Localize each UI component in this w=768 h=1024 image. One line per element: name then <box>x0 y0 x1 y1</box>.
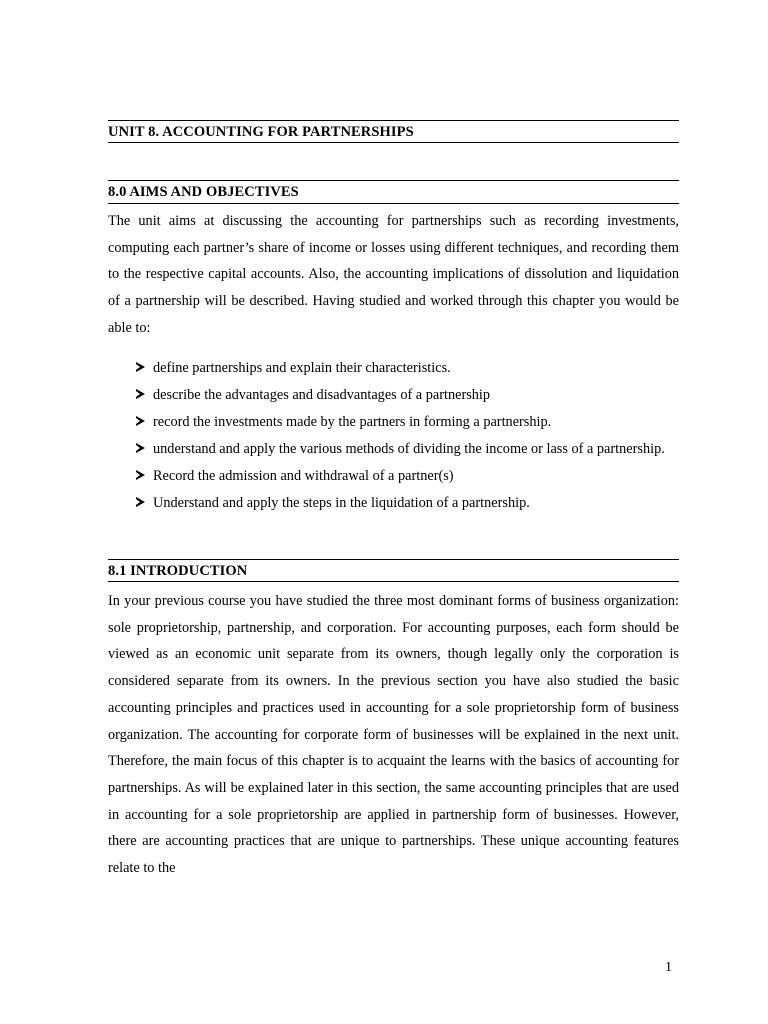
list-item <box>108 463 679 490</box>
arrow-bullet-icon <box>136 362 145 372</box>
intro-heading-top-rule <box>108 559 679 560</box>
objective-text: Understand and apply the steps in the liquidation of a partnership. <box>153 495 530 511</box>
aims-paragraph: The unit aims at discussing the accounting for partnerships such as recording investments, computing each partner’s share of income or losses using different techniques, and recording them to the respective capital accounts. Also, the accounting implications of dissolution and liquidation of a partnership will be described. Having studied and worked through this chapter you would be able to: <box>108 213 679 336</box>
unit-title: UNIT 8. ACCOUNTING FOR PARTNERSHIPS <box>108 124 414 140</box>
page-number: 1 <box>665 960 672 975</box>
objective-text: understand and apply the various methods of dividing the income or lass of a partnership. <box>153 441 665 457</box>
introduction-paragraph: In your previous course you have studied the three most dominant forms of business organization: sole proprietorship, partnership, and corporation. For accounting purposes, each form should be viewed as an economic unit separate from its owners, though legally only the corporation is considered separate from its owners. In the previous section you have also studied the basic accounting principles and practices used in accounting for a sole proprietorship form of business organization. The accounting for corporate form of businesses will be explained in the next unit. Therefore, the main focus of this chapter is to acquaint the learns with the basics of accounting for partnerships. As will be explained later in this section, the same accounting principles that are used in accounting for a sole proprietorship are applied in partnership form of businesses. However, there are accounting practices that are unique to partnerships. These unique accounting features relate to the <box>108 593 679 877</box>
objective-text: define partnerships and explain their characteristics. <box>153 360 451 376</box>
intro-heading-bottom-rule <box>108 581 679 582</box>
objective-text: Record the admission and withdrawal of a partner(s) <box>153 468 454 484</box>
list-item <box>108 490 679 517</box>
unit-title-bottom-rule <box>108 142 679 143</box>
arrow-bullet-icon <box>136 389 145 399</box>
list-item <box>108 436 679 463</box>
aims-heading: 8.0 AIMS AND OBJECTIVES <box>108 184 299 200</box>
introduction-heading: 8.1 INTRODUCTION <box>108 563 248 579</box>
arrow-bullet-icon <box>136 443 145 453</box>
aims-heading-bottom-rule <box>108 203 679 204</box>
arrow-bullet-icon <box>136 470 145 480</box>
objectives-list <box>108 355 679 517</box>
list-item <box>108 409 679 436</box>
list-item <box>108 382 679 409</box>
list-item <box>108 355 679 382</box>
objective-text: record the investments made by the partners in forming a partnership. <box>153 414 552 430</box>
arrow-bullet-icon <box>136 416 145 426</box>
unit-title-top-rule <box>108 120 679 121</box>
arrow-bullet-icon <box>136 497 145 507</box>
aims-heading-top-rule <box>108 180 679 181</box>
objective-text: describe the advantages and disadvantages of a partnership <box>153 387 491 403</box>
